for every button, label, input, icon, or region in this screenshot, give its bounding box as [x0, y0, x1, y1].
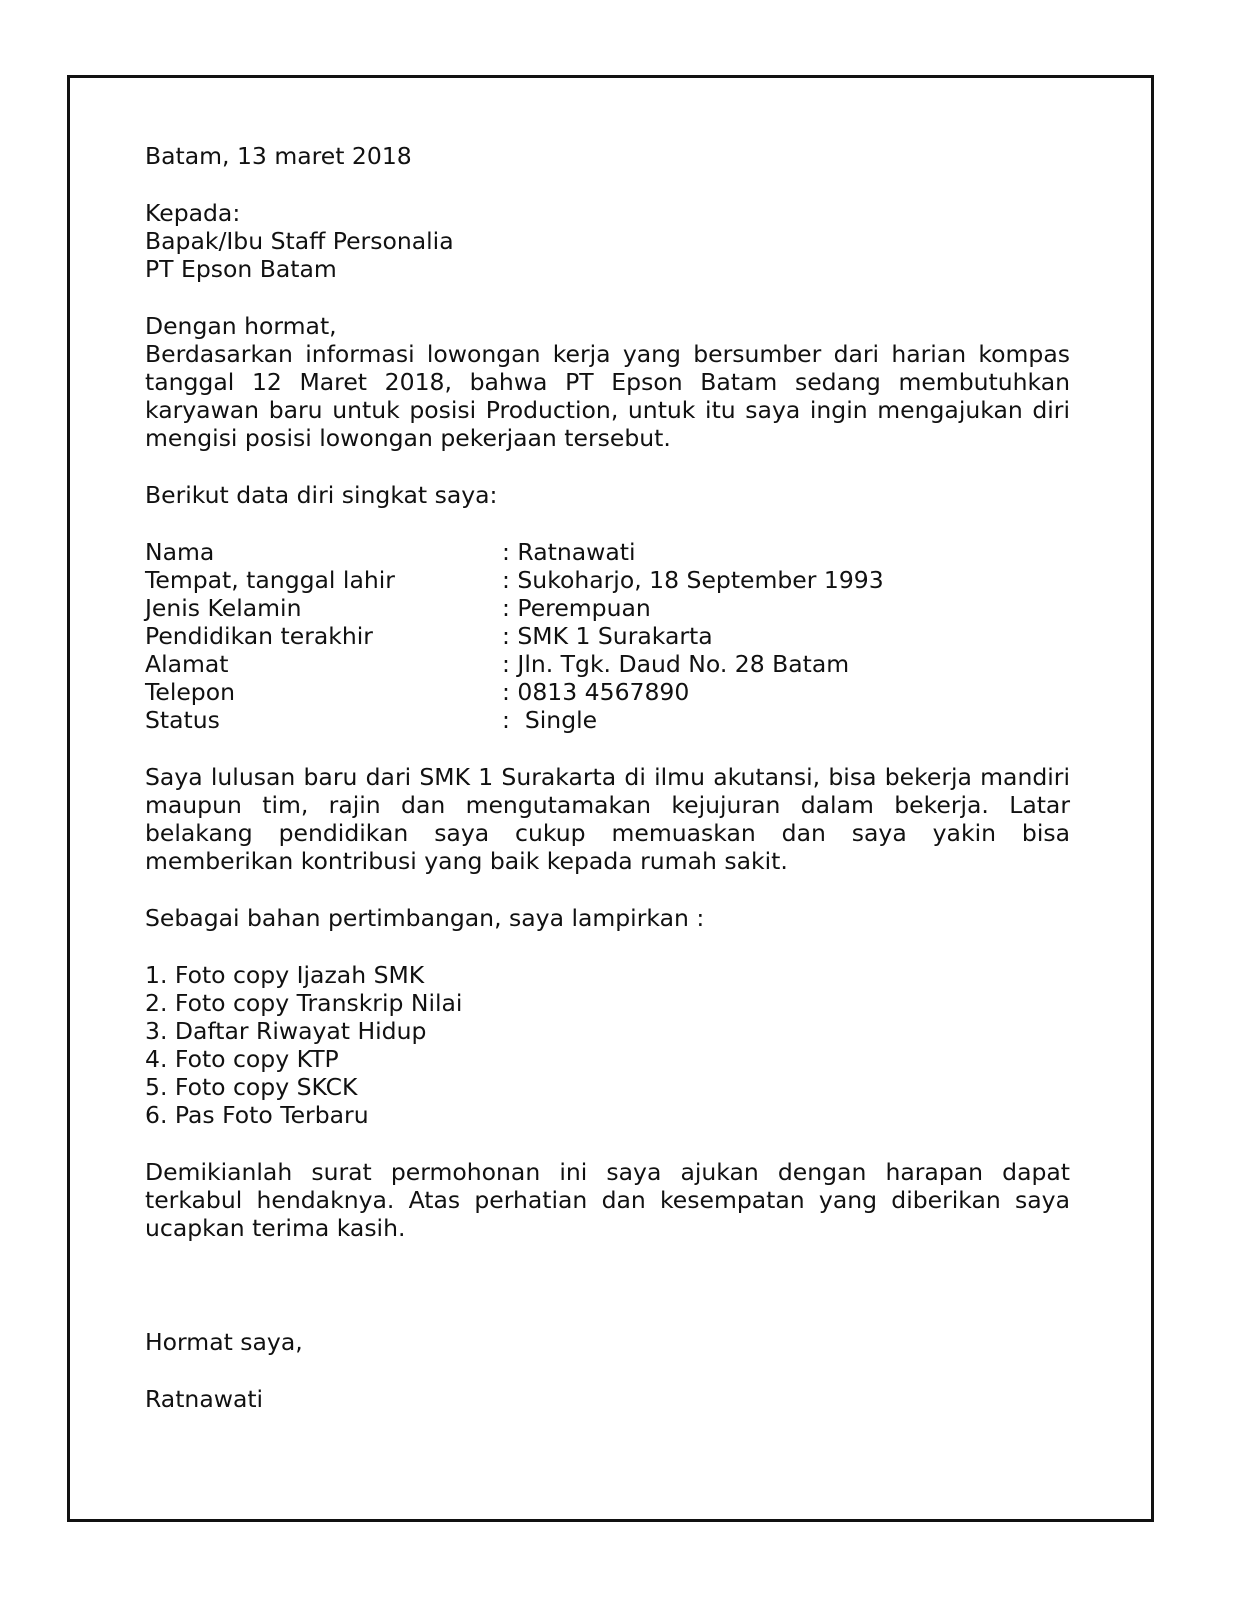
data-row-status	[145, 706, 1070, 734]
data-label: Tempat, tanggal lahir	[145, 566, 395, 594]
opening-paragraph: Berdasarkan informasi lowongan kerja yang bersumber dari harian kompas tanggal 12 Maret 2018, bahwa PT Epson Batam sedang membutuhkan karyawan baru untuk posisi Production, untuk itu saya ingin mengajukan diri mengisi posisi lowongan pekerjaan tersebut.	[145, 340, 1070, 452]
list-item: 5. Foto copy SKCK	[145, 1073, 358, 1101]
list-item: 3. Daftar Riwayat Hidup	[145, 1017, 427, 1045]
data-label: Nama	[145, 538, 215, 566]
place-date: Batam, 13 maret 2018	[145, 142, 412, 170]
data-row-address	[145, 650, 1070, 678]
letter-body	[145, 142, 1070, 1413]
signature-name: Ratnawati	[145, 1385, 264, 1413]
personal-data-table	[145, 538, 1070, 734]
data-row-phone	[145, 678, 1070, 706]
data-label: Telepon	[145, 678, 235, 706]
data-intro: Berikut data diri singkat saya:	[145, 481, 498, 509]
salutation: Dengan hormat,	[145, 312, 337, 340]
data-value: : 0813 4567890	[502, 678, 690, 706]
data-value: : Ratnawati	[502, 538, 636, 566]
data-value: : SMK 1 Surakarta	[502, 622, 713, 650]
list-item: 1. Foto copy Ijazah SMK	[145, 961, 425, 989]
list-item: 2. Foto copy Transkrip Nilai	[145, 989, 463, 1017]
attachments-intro: Sebagai bahan pertimbangan, saya lampirkan :	[145, 904, 705, 932]
recipient-company: PT Epson Batam	[145, 255, 337, 283]
list-item: 6. Pas Foto Terbaru	[145, 1101, 369, 1129]
data-value: : Single	[502, 706, 598, 734]
recipient-to: Kepada:	[145, 199, 241, 227]
data-row-nama	[145, 538, 1070, 566]
data-row-ttl	[145, 566, 1070, 594]
data-label: Status	[145, 706, 220, 734]
recipient-name: Bapak/Ibu Staff Personalia	[145, 227, 454, 255]
data-value: : Perempuan	[502, 594, 651, 622]
data-label: Alamat	[145, 650, 229, 678]
closing-paragraph: Demikianlah surat permohonan ini saya ajukan dengan harapan dapat terkabul hendaknya. Atas perhatian dan kesempatan yang diberikan saya ucapkan terima kasih.	[145, 1158, 1070, 1242]
data-value: : Sukoharjo, 18 September 1993	[502, 566, 884, 594]
data-row-gender	[145, 594, 1070, 622]
sign-off: Hormat saya,	[145, 1328, 303, 1356]
qualification-paragraph: Saya lulusan baru dari SMK 1 Surakarta di ilmu akutansi, bisa bekerja mandiri maupun tim, rajin dan mengutamakan kejujuran dalam bekerja. Latar belakang pendidikan saya cukup memuaskan dan saya yakin bisa memberikan kontribusi yang baik kepada rumah sakit.	[145, 763, 1070, 875]
attachments-list	[145, 961, 1070, 1129]
data-label: Jenis Kelamin	[145, 594, 302, 622]
list-item: 4. Foto copy KTP	[145, 1045, 339, 1073]
data-label: Pendidikan terakhir	[145, 622, 373, 650]
data-row-education	[145, 622, 1070, 650]
data-value: : Jln. Tgk. Daud No. 28 Batam	[502, 650, 850, 678]
